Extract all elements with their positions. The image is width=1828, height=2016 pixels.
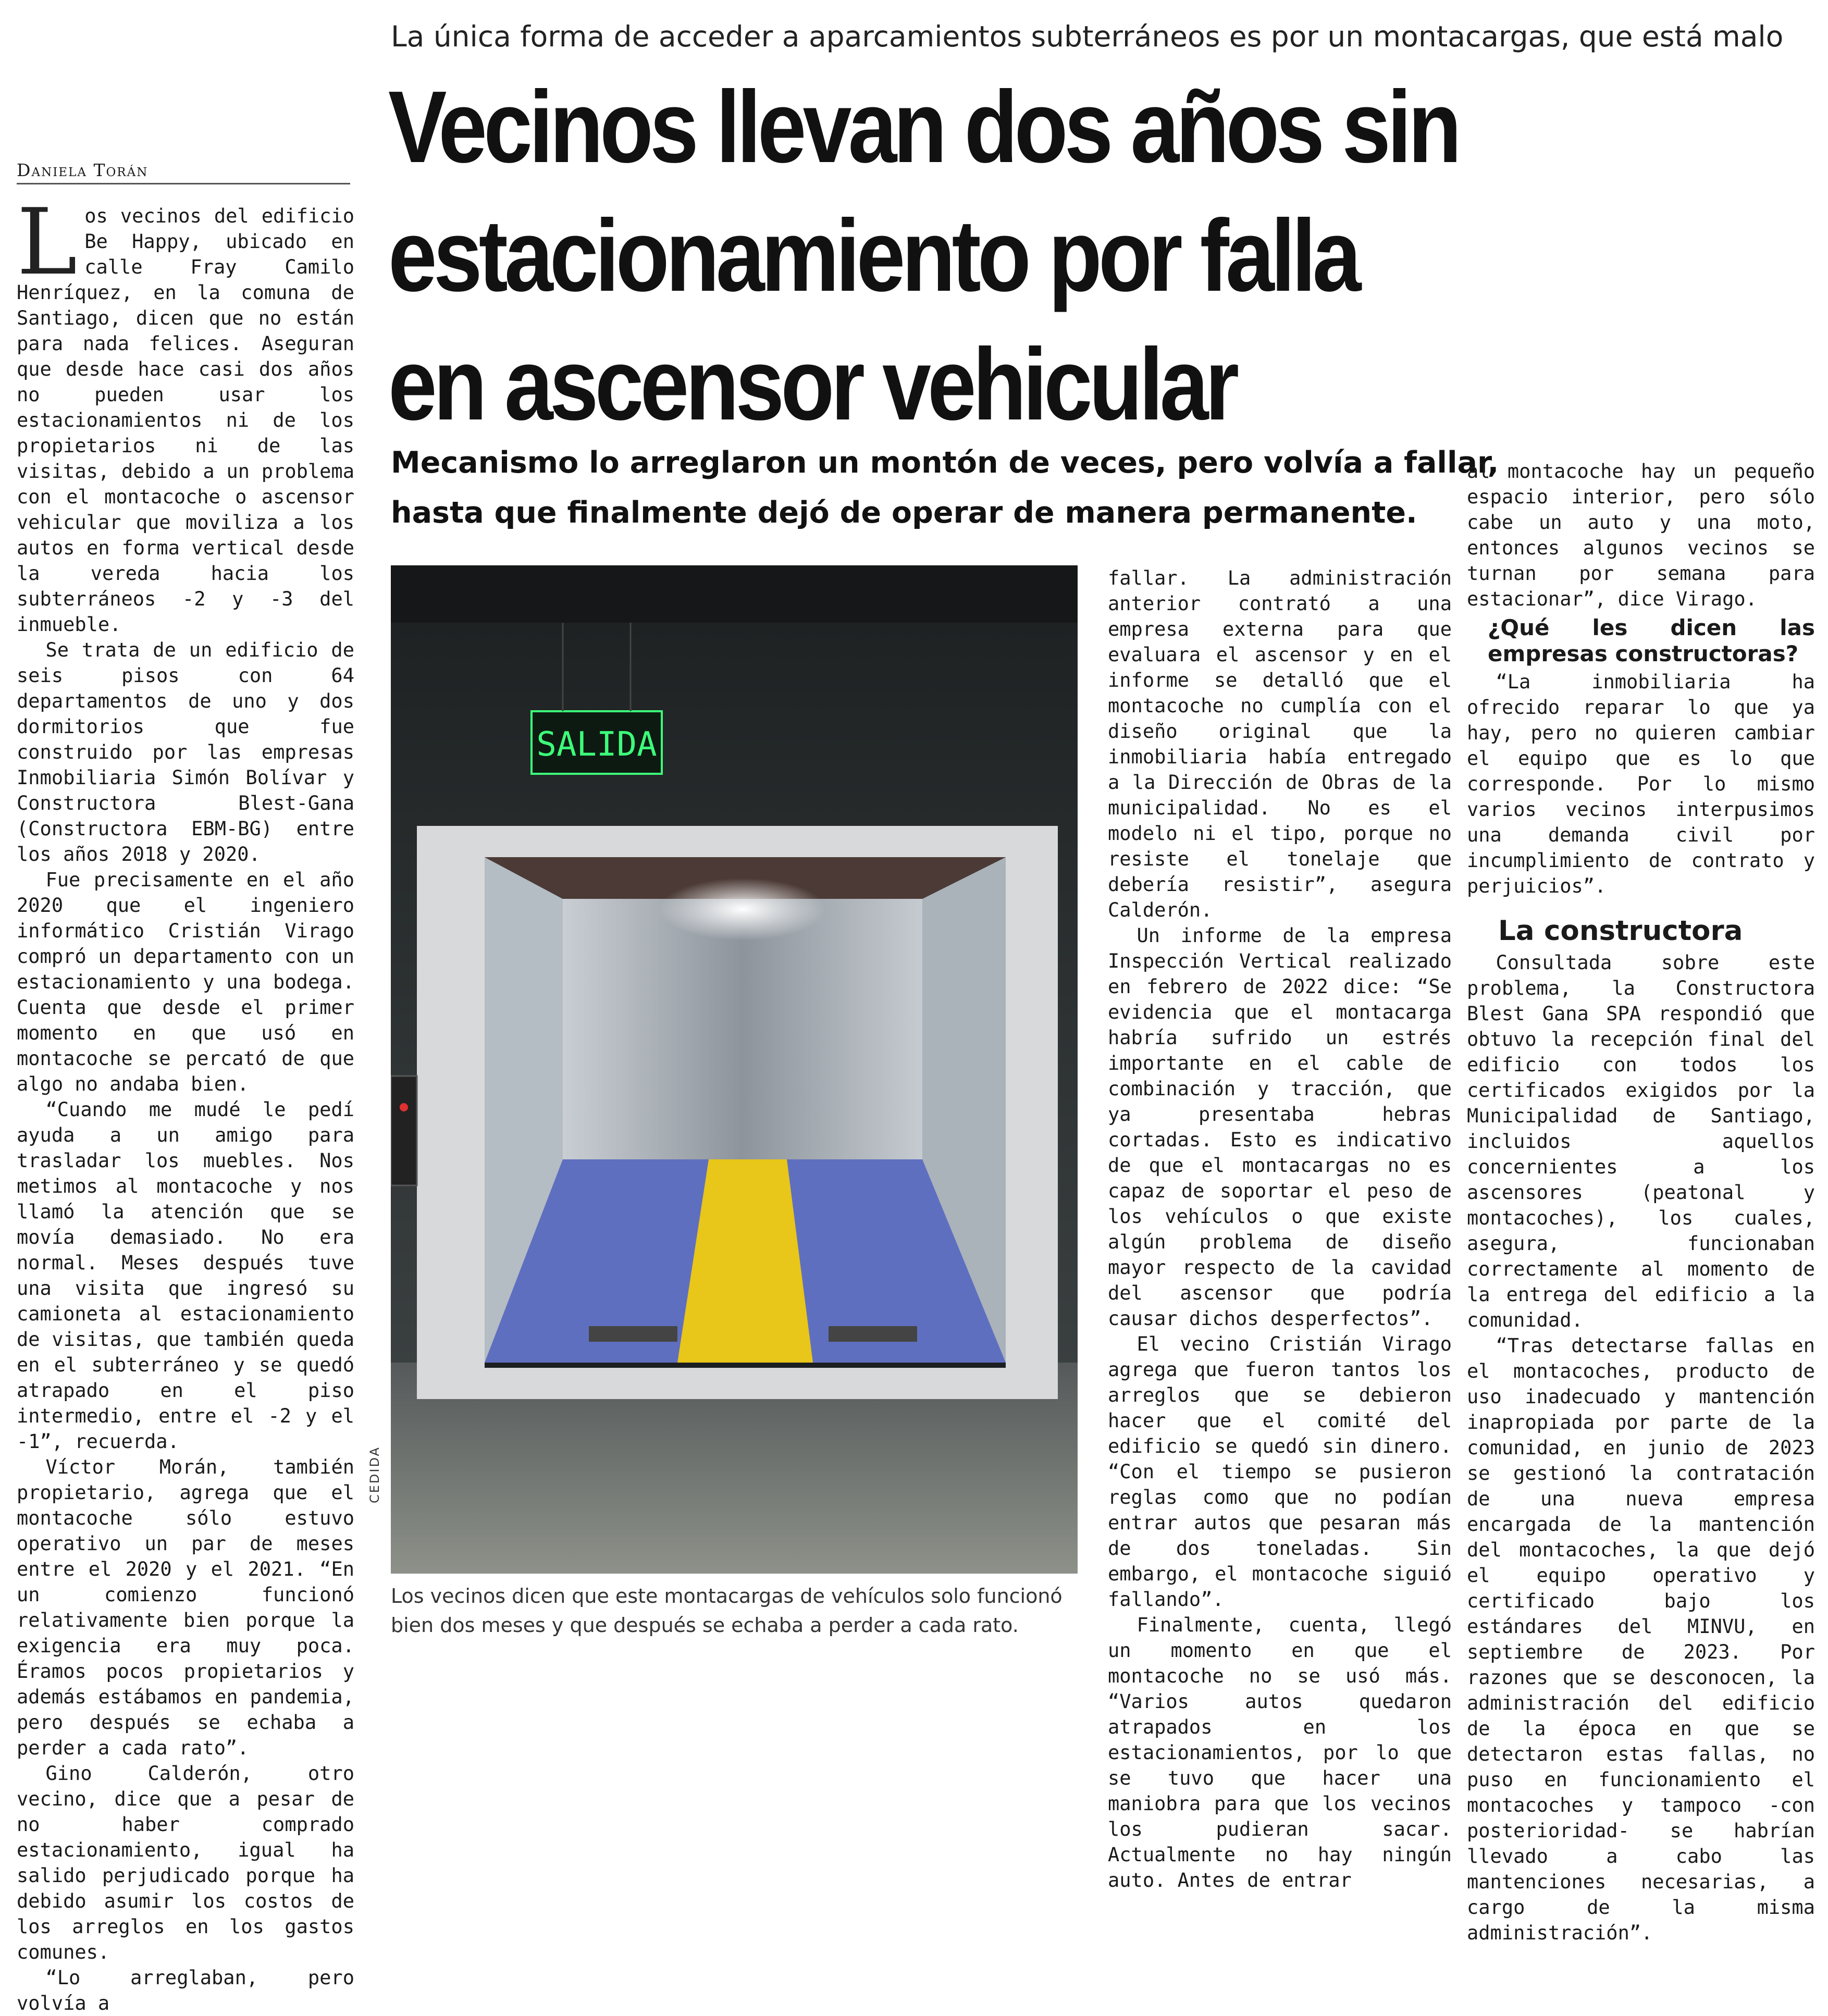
paragraph-4: “Cuando me mudé le pedí ayuda a un amigo para trasladar los muebles. Nos metimos al montacoche y nos llamó la atención que se movía demasiado. No era normal. Meses después tuve una visita que ingresó su camioneta al estacionamiento de visitas, que también queda en el subterráneo y se quedó atrapado en el piso intermedio, entre el -2 y el -1”, recuerda. [17, 1098, 354, 1453]
deck-line-1: Mecanismo lo arreglaron un montón de veces, pero volvía a fallar, [391, 446, 1499, 480]
byline: Daniela Torán [17, 159, 350, 184]
paragraph-10: El vecino Cristián Virago agrega que fueron tantos los arreglos que se debieron hacer que el comité del edificio se quedó sin dinero. “Con el tiempo se pusieron reglas como que no podían entrar autos que pesaran más de dos toneladas. Sin embargo, el montacoche siguió fallando”. [1108, 1333, 1452, 1611]
kicker: La única forma de acceder a aparcamientos subterráneos es por un montacargas, que está malo [391, 20, 1784, 53]
call-button-panel [391, 1076, 417, 1185]
headline-line-2: estacionamiento por falla [388, 199, 1358, 313]
deck [391, 438, 1499, 538]
elevator-photo-illustration [391, 565, 1078, 1574]
ceiling-lamp [659, 878, 826, 941]
paragraph-3: Fue precisamente en el año 2020 que el ingeniero informático Cristián Virago compró un departamento con un estacionamiento y una bodega. Cuenta que desde el primer momento en que usó en montacoche se percató de que algo no andaba bien. [17, 869, 354, 1095]
paragraph-13: “La inmobiliaria ha ofrecido reparar lo que ya hay, pero no quieren cambiar el equipo que es lo que corresponde. Por lo mismo varios vecinos interpusimos una demanda civil por incumplimiento de contrato y perjuicios”. [1467, 671, 1815, 897]
question-heading: ¿Qué les dicen las empresas constructoras? [1488, 615, 1815, 666]
photo-caption: Los vecinos dicen que este montacargas de vehículos solo funcionó bien dos meses y que después se echaba a perder a cada rato. [391, 1585, 1063, 1637]
subheading-la-constructora: La constructora [1498, 915, 1743, 947]
headline [388, 63, 1616, 449]
article-column-1 [17, 190, 354, 2016]
paragraph-8: fallar. La administración anterior contrató a una empresa externa para que evaluara el ascensor y en el informe se detalló que el montacoche no cumplía con el diseño original que la inmobiliaria había entregado a la Dirección de Obras de la municipalidad. No es el modelo ni el tipo, porque no resiste el tonelaje que debería resistir”, asegura Calderón. [1108, 567, 1452, 921]
elevator-photo [391, 565, 1078, 1574]
paragraph-1 [17, 190, 354, 637]
paragraph-9: Un informe de la empresa Inspección Vertical realizado en febrero de 2022 dice: “Se evidencia que el montacarga habría sufrido un estrés importante en el cable de combinación y tracción, que ya presentaba hebras cortadas. Esto es indicativo de que el montacargas no es capaz de soportar el peso de los vehículos o que existe algún problema de diseño mayor respecto de la cavidad del ascensor que podría causar dichos desperfectos”. [1108, 924, 1452, 1330]
photo-credit: CEDIDA [367, 1446, 382, 1503]
paragraph-2: Se trata de un edificio de seis pisos con 64 departamentos de uno y dos dormitorios que fue construido por las empresas Inmobiliaria Simón Bolívar y Constructora Blest-Gana (Constructora EBM-BG) entre los años 2018 y 2020. [17, 639, 354, 865]
paragraph-15: “Tras detectarse fallas en el montacoches, producto de uso inadecuado y mantención inapropiada por parte de la comunidad, en junio de 2023 se gestionó la contratación de una nueva empresa encargada de la mantención del montacoches, la que dejó el equipo operativo y certificado bajo los estándares del MINVU, en septiembre de 2023. Por razones que se desconocen, la administración del edificio de la época en que se detectaron estas fallas, no puso en funcionamiento el montacoches y tampoco -con posterioridad- se habrían llevado a cabo las mantenciones necesarias, a cargo de la misma administración”. [1467, 1334, 1815, 1944]
paragraph-6: Gino Calderón, otro vecino, dice que a pesar de no haber comprado estacionamiento, igual ha salido perjudicado porque ha debido asumir los costos de los arreglos en los gastos comunes. [17, 1762, 354, 1963]
paragraph-5: Víctor Morán, también propietario, agrega que el montacoche sólo estuvo operativo un par de meses entre el 2020 y el 2021. “En un comienzo funcionó relativamente bien porque la exigencia era muy poca. Éramos pocos propietarios y además estábamos en pandemia, pero después se echaba a perder a cada rato”. [17, 1456, 354, 1759]
article-column-4 [1467, 459, 1815, 1946]
exit-sign-text: SALIDA [536, 725, 657, 764]
article-column-3 [1108, 565, 1452, 1893]
paragraph-14: Consultada sobre este problema, la Constructora Blest Gana SPA respondió que obtuvo la recepción final del edificio con todos los certificados exigidos por la Municipalidad de Santiago, incluidos aquellos concernientes a los ascensores (peatonal y montacoches), los cuales, asegura, funcionaban correctamente al momento de la entrega del edificio a la comunidad. [1467, 951, 1815, 1331]
paragraph-7: “Lo arreglaban, pero volvía a [17, 1966, 354, 2014]
paragraph-12: al montacoche hay un pequeño espacio interior, pero sólo cabe un auto y una moto, entonces algunos vecinos se turnan por semana para estacionar”, dice Virago. [1467, 460, 1815, 610]
drop-cap: L [17, 190, 78, 295]
deck-line-2: hasta que finalmente dejó de operar de manera permanente. [391, 496, 1417, 530]
headline-line-1: Vecinos llevan dos años sin [388, 70, 1459, 184]
headline-line-3: en ascensor vehicular [388, 327, 1236, 441]
paragraph-1-text: os vecinos del edificio Be Happy, ubicado en calle Fray Camilo Henríquez, en la comuna de Santiago, dicen que no están para nada felices. Aseguran que desde hace casi dos años no pueden usar los estacionamientos ni de los propietarios ni de las visitas, debido a un problema con el montacoche o ascensor vehicular que moviliza a los autos en forma vertical desde la vereda hacia los subterráneos -2 y -3 del inmueble. [17, 205, 354, 636]
paragraph-11: Finalmente, cuenta, llegó un momento en que el montacoche no se usó más. “Varios autos quedaron atrapados en los estacionamientos, por lo que se tuvo que hacer una maniobra para que los vecinos los pudieran sacar. Actualmente no hay ningún auto. Antes de entrar [1108, 1614, 1452, 1891]
